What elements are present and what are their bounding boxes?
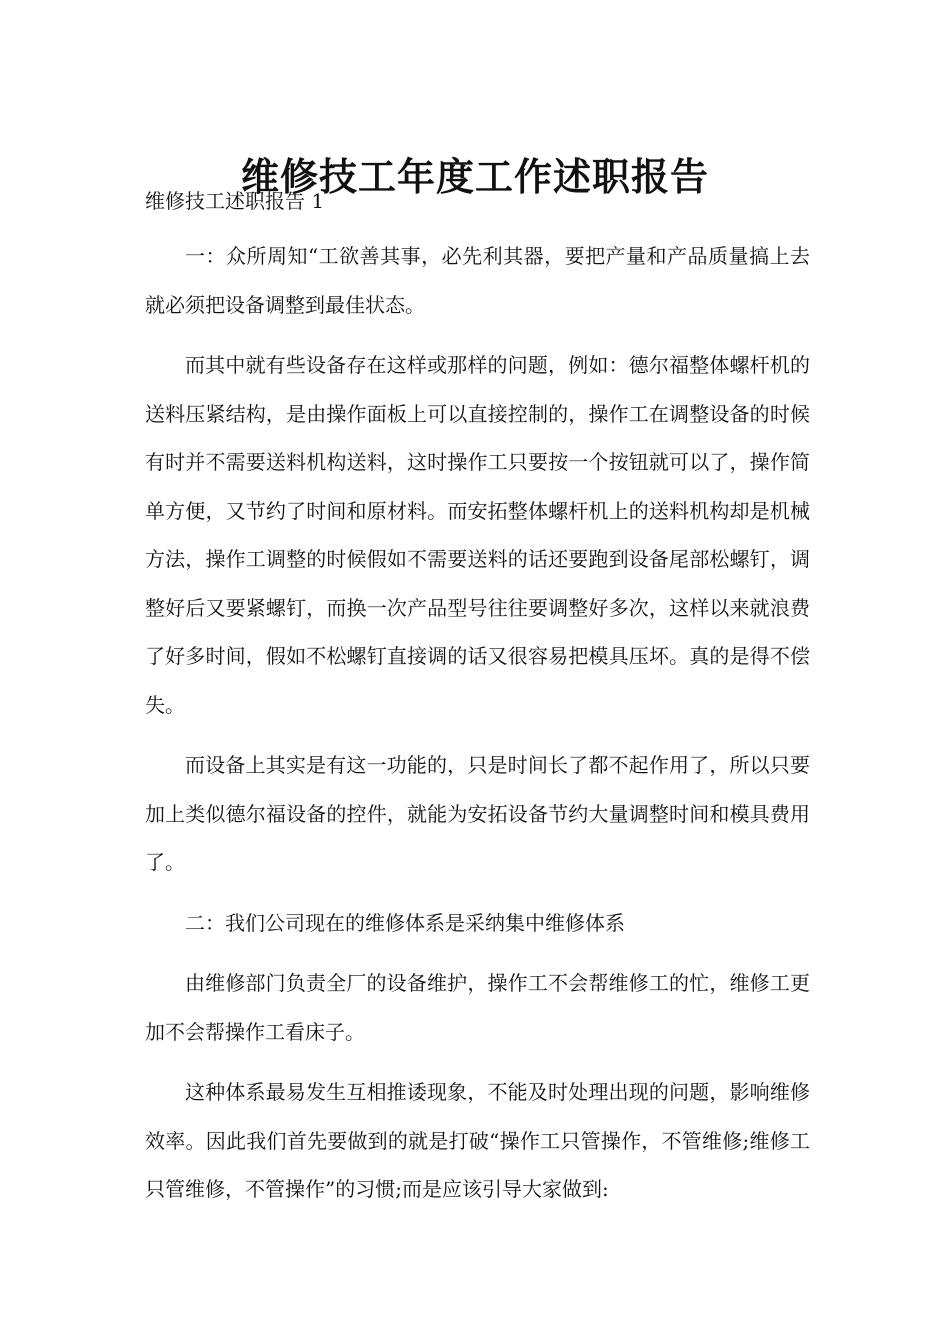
document-subtitle: 维修技工述职报告 1 [145,189,325,213]
paragraph-6: 这种体系最易发生互相推诿现象，不能及时处理出现的问题，影响维修效率。因此我们首先要做到的就是打破“操作工只管操作，不管维修;维修工只管维修，不管操作”的习惯;而是应该引导大家做到: [145,1080,810,1201]
paragraph-5: 由维修部门负责全厂的设备维护，操作工不会帮维修工的忙，维修工更加不会帮操作工看床子。 [145,971,810,1044]
paragraph-3: 而设备上其实是有这一功能的，只是时间长了都不起作用了，所以只要加上类似德尔福设备的控件，就能为安拓设备节约大量调整时间和模具费用了。 [145,753,810,874]
paragraph-2: 而其中就有些设备存在这样或那样的问题，例如：德尔福整体螺杆机的送料压紧结构，是由操作面板上可以直接控制的，操作工在调整设备的时候有时并不需要送料机构送料，这时操作工只要按一个按钮就可以了，操作简单方便，又节约了时间和原材料。而安拓整体螺杆机上的送料机构却是机械方法，操作工调整的时候假如不需要送料的话还要跑到设备尾部松螺钉，调整好后又要紧螺钉，而换一次产品型号往往要调整好多次，这样以来就浪费了好多时间，假如不松螺钉直接调的话又很容易把模具压坏。真的是得不偿失。 [145,353,810,717]
paragraph-1: 一：众所周知“工欲善其事，必先利其器，要把产量和产品质量搞上去就必须把设备调整到最佳状态。 [145,244,810,317]
document-body [145,232,810,1226]
paragraph-4: 二：我们公司现在的维修体系是采纳集中维修体系 [185,910,625,935]
document-title: 维修技工年度工作述职报告 [240,155,709,200]
